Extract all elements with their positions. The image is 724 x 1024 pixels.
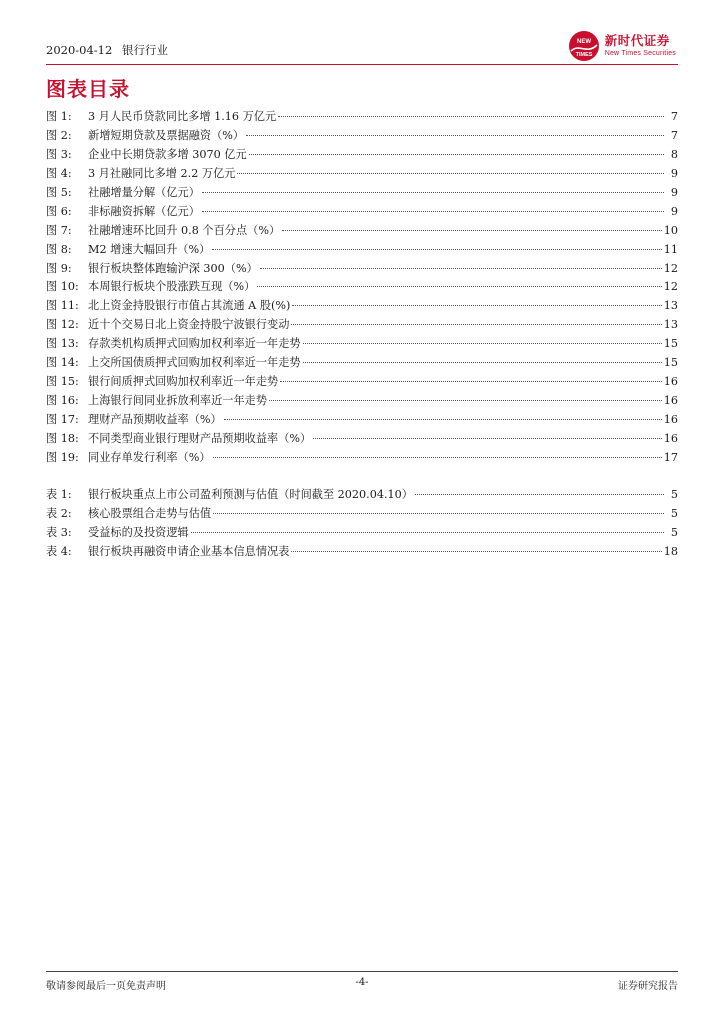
table-toc-entry[interactable] [46,524,678,543]
header-text [46,42,168,58]
figure-toc-entry[interactable] [46,449,678,468]
entry-page-number: 13 [663,318,678,332]
dot-leader [202,192,664,193]
dot-leader [213,513,664,514]
entry-label: 图 8: [46,242,72,256]
entry-label: 图 5: [46,185,72,199]
entry-label: 图 2: [46,128,72,142]
document-type: 证券研究报告 [618,981,678,992]
entry-label: 表 1: [46,488,72,501]
dot-leader [415,494,664,495]
entry-label: 图 7: [46,223,72,237]
entry-page-number: 17 [663,450,678,464]
entry-label: 图 12: [46,318,79,332]
entry-label: 图 17: [46,413,79,426]
entry-page-number: 18 [663,544,678,558]
logo-name-en: New Times Securities [604,50,676,58]
entry-title: 新增短期贷款及票据融资（%） [88,128,245,142]
table-list [46,486,678,562]
figure-toc-entry[interactable] [46,278,678,297]
entry-label: 图 4: [46,166,72,180]
page-title: 图表目录 [46,77,130,101]
entry-page-number: 12 [663,280,678,294]
entry-page-number: 12 [663,261,678,275]
entry-page-number: 5 [670,488,678,501]
dot-leader [224,419,662,420]
figure-toc-entry[interactable] [46,335,678,354]
dot-leader [212,249,661,250]
entry-page-number: 9 [670,166,678,180]
figure-toc-entry[interactable] [46,260,678,279]
figure-toc-entry[interactable] [46,373,678,392]
company-logo [569,30,676,62]
figure-toc-entry[interactable] [46,241,678,260]
dot-leader [191,532,664,533]
logo-name-cn: 新时代证券 [604,32,670,48]
table-toc-entry[interactable] [46,486,678,505]
logo-badge-word: TIMES [575,52,593,58]
entry-label: 图 11: [46,299,79,313]
entry-title: 近十个交易日北上资金持股宁波银行变动 [88,318,290,332]
figure-toc-entry[interactable] [46,146,678,165]
entry-title: M2 增速大幅回升（%） [88,242,211,256]
entry-label: 图 13: [46,337,79,351]
entry-title: 3 月社融同比多增 2.2 万亿元 [88,166,236,180]
entry-page-number: 5 [670,506,678,520]
dot-leader [249,154,664,155]
entry-title: 上海银行间同业拆放利率近一年走势 [88,394,268,408]
disclaimer-note: 敬请参阅最后一页免责声明 [46,981,166,992]
figure-toc-entry[interactable] [46,165,678,184]
dot-leader [303,343,662,344]
dot-leader [237,173,664,174]
entry-page-number: 8 [670,147,678,161]
figure-toc-entry[interactable] [46,108,678,127]
page-header [46,30,678,64]
figure-list [46,108,678,468]
entry-title: 核心股票组合走势与估值 [88,506,212,520]
figure-toc-entry[interactable] [46,316,678,335]
entry-title: 存款类机构质押式回购加权利率近一年走势 [88,337,301,351]
dot-leader [291,324,661,325]
entry-page-number: 16 [663,431,678,445]
entry-title: 非标融资拆解（亿元） [88,204,200,218]
figure-toc-entry[interactable] [46,184,678,203]
entry-label: 图 19: [46,450,79,464]
page-number: -4- [355,977,369,988]
entry-page-number: 16 [663,394,678,408]
entry-title: 北上资金持股银行市值占其流通 A 股(%) [88,299,291,313]
logo-badge-word: NEW [576,39,591,45]
figure-toc-entry[interactable] [46,354,678,373]
entry-label: 图 3: [46,147,72,161]
entry-page-number: 16 [663,413,678,426]
dot-leader [260,268,662,269]
entry-title: 3 月人民币贷款同比多增 1.16 万亿元 [88,110,277,123]
entry-title: 上交所国债质押式回购加权利率近一年走势 [88,356,301,370]
entry-label: 表 2: [46,506,72,520]
dot-leader [257,286,661,287]
entry-label: 表 3: [46,525,72,539]
dot-leader [246,135,664,136]
entry-title: 同业存单发行利率（%） [88,450,211,464]
entry-page-number: 15 [663,356,678,370]
entry-page-number: 7 [670,110,678,123]
figure-toc-entry[interactable] [46,392,678,411]
entry-title: 社融增速环比回升 0.8 个百分点（%） [88,223,281,237]
dot-leader [202,211,664,212]
entry-label: 图 16: [46,394,79,408]
entry-label: 图 15: [46,375,79,389]
entry-label: 表 4: [46,544,72,558]
figure-toc-entry[interactable] [46,297,678,316]
entry-title: 本周银行板块个股涨跌互现（%） [88,280,256,294]
entry-title: 银行板块重点上市公司盈利预测与估值（时间截至 2020.04.10） [88,488,413,501]
entry-page-number: 9 [670,204,678,218]
entry-title: 社融增量分解（亿元） [88,185,200,199]
entry-title: 不同类型商业银行理财产品预期收益率（%） [88,431,312,445]
entry-title: 受益标的及投资逻辑 [88,525,189,539]
figure-toc-entry[interactable] [46,203,678,222]
entry-title: 理财产品预期收益率（%） [88,413,222,426]
page-footer [46,977,678,993]
entry-title: 银行间质押式回购加权利率近一年走势 [88,375,279,389]
dot-leader [292,305,661,306]
entry-page-number: 9 [670,185,678,199]
industry-name: 银行行业 [121,43,168,57]
footer-divider [46,971,678,972]
figure-toc-entry[interactable] [46,127,678,146]
figure-toc-entry[interactable] [46,411,678,430]
entry-page-number: 16 [663,375,678,389]
entry-title: 银行板块整体跑输沪深 300（%） [88,261,258,275]
entry-title: 银行板块再融资申请企业基本信息情况表 [88,544,290,558]
entry-page-number: 5 [670,525,678,539]
dot-leader [280,381,662,382]
dot-leader [213,457,662,458]
entry-page-number: 13 [663,299,678,313]
entry-label: 图 9: [46,261,72,275]
figure-toc-entry[interactable] [46,430,678,449]
entry-title: 企业中长期贷款多增 3070 亿元 [88,147,247,161]
table-toc-entry[interactable] [46,505,678,524]
figure-toc-entry[interactable] [46,222,678,241]
entry-page-number: 7 [670,128,678,142]
header-divider [46,64,678,65]
dot-leader [313,438,662,439]
dot-leader [278,116,664,117]
entry-label: 图 6: [46,204,72,218]
logo-text [604,32,676,58]
dot-leader [269,400,662,401]
logo-badge-icon [569,31,599,61]
entry-page-number: 11 [663,242,678,256]
entry-page-number: 15 [663,337,678,351]
entry-label: 图 18: [46,431,79,445]
dot-leader [291,551,661,552]
entry-label: 图 14: [46,356,79,370]
entry-page-number: 10 [663,223,678,237]
entry-label: 图 1: [46,110,72,123]
report-date: 2020-04-12 [46,43,113,57]
table-toc-entry[interactable] [46,543,678,562]
dot-leader [282,230,662,231]
entry-label: 图 10: [46,280,79,294]
dot-leader [303,362,662,363]
